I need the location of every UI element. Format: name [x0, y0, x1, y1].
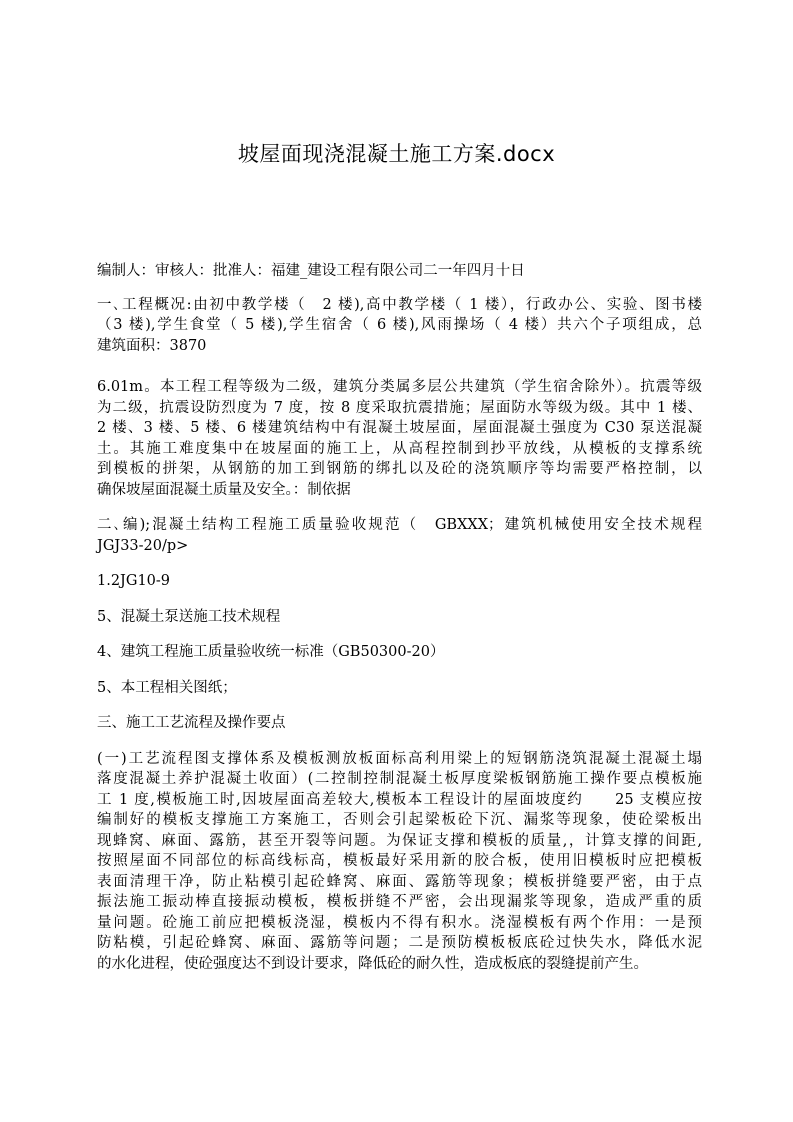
paragraph-basis — [97, 515, 702, 556]
text-line: 量问题。砼施工前应把模板浇湿，模板内不得有积水。浇湿模板有两个作用：一是预 — [97, 914, 702, 931]
text-line: 表面清理干净，防止粘模引起砼蜂窝、麻面、露筋等现象；模板拼缝要严密，由于点 — [97, 873, 702, 890]
text-line: 的水化进程，使砼强度达不到设计要求，降低砼的耐久性，造成板底的裂缝提前产生。 — [97, 955, 648, 972]
text-line: 土。其施工难度集中在坡屋面的施工上，从高程控制到抄平放线，从模板的支撑系统 — [97, 440, 702, 457]
text-line: 6.01m。本工程工程等级为二级，建筑分类属多层公共建筑（学生宿舍除外）。抗震等级 — [97, 379, 702, 395]
text-line: 振法施工振动棒直接振动模板，模板拼缝不严密，会出现漏浆等现象，造成严重的质 — [97, 894, 702, 910]
text-line: (一)工艺流程图支撑体系及模板测放板面标高利用梁上的短钢筋浇筑混凝土混凝土塌 — [97, 750, 702, 767]
text-line: 建筑面积：3870 — [97, 337, 207, 354]
text-line: 5、混凝土泵送施工技术规程 — [97, 608, 281, 625]
paragraph-overview — [97, 295, 702, 357]
document-body — [97, 261, 702, 989]
text-line: 二､编);混凝土结构工程施工质量验收规范（ GBXXX；建筑机械使用安全技术规程 — [97, 517, 702, 533]
text-line: 编制好的模板支撑施工方案施工，否则会引起梁板砼下沉、漏浆等现象，使砼梁板出 — [97, 812, 702, 828]
text-line: 2 楼、3 楼、5 楼、6 楼建筑结构中有混凝土坡屋面，屋面混凝土强度为 C30 泵送混凝 — [97, 420, 702, 436]
paragraph-process — [97, 749, 702, 975]
document-title: 坡屋面现浇混凝土施工方案.docx — [237, 142, 556, 166]
paragraph-authors — [97, 261, 702, 282]
text-line: 4、建筑工程施工质量验收统一标准（GB50300-20） — [97, 644, 445, 660]
paragraph-ref-4 — [97, 678, 702, 699]
text-line: 确保坡屋面混凝土质量及安全。：制依据 — [97, 481, 351, 498]
text-line: 5、本工程相关图纸； — [97, 679, 237, 696]
text-line: 防粘模，引起砼蜂窝、麻面、露筋等问题；二是预防模板板底砼过快失水，降低水泥 — [97, 935, 702, 951]
text-line: 工 1 度,模板施工时,因坡屋面高差较大,模板本工程设计的屋面坡度约 25 支模应按 — [97, 791, 702, 808]
paragraph-ref-3 — [97, 642, 702, 663]
text-line: 到模板的拼架，从钢筋的加工到钢筋的绑扎以及砼的浇筑顺序等均需要严格控制，以 — [97, 461, 702, 477]
section-heading — [97, 713, 702, 734]
text-line: 现蜂窝、麻面、露筋，甚至开裂等问题。为保证支撑和模板的质量,，计算支撑的间距, — [97, 832, 702, 849]
text-line: （3 楼),学生食堂（ 5 楼),学生宿舍（ 6 楼),风雨操场（ 4 楼）共六个子项组成，总 — [97, 317, 702, 333]
text-line: 1.2JG10-9 — [97, 573, 171, 589]
text-line: 一､工程概况:由初中教学楼（ 2 楼),高中教学楼（ 1 楼），行政办公、实验、图书楼 — [97, 296, 702, 313]
paragraph-ref-1 — [97, 571, 702, 592]
paragraph-details — [97, 377, 702, 500]
text-line: 编制人：审核人：批准人：福建_建设工程有限公司二一年四月十日 — [97, 263, 525, 279]
text-line: JGJ33-20/p> — [97, 537, 189, 554]
paragraph-ref-2 — [97, 607, 702, 628]
text-line: 为二级，抗震设防烈度为 7 度，按 8 度采取抗震措施；屋面防水等级为级。其中 1 楼、 — [97, 399, 702, 416]
text-line: 三、施工工艺流程及操作要点 — [97, 715, 286, 731]
text-line: 按照屋面不同部位的标高线标高，模板最好采用新的胶合板，使用旧模板时应把模板 — [97, 853, 702, 869]
text-line: 落度混凝土养护混凝土收面）(二控制控制混凝土板厚度梁板钢筋施工操作要点模板施 — [97, 771, 702, 787]
